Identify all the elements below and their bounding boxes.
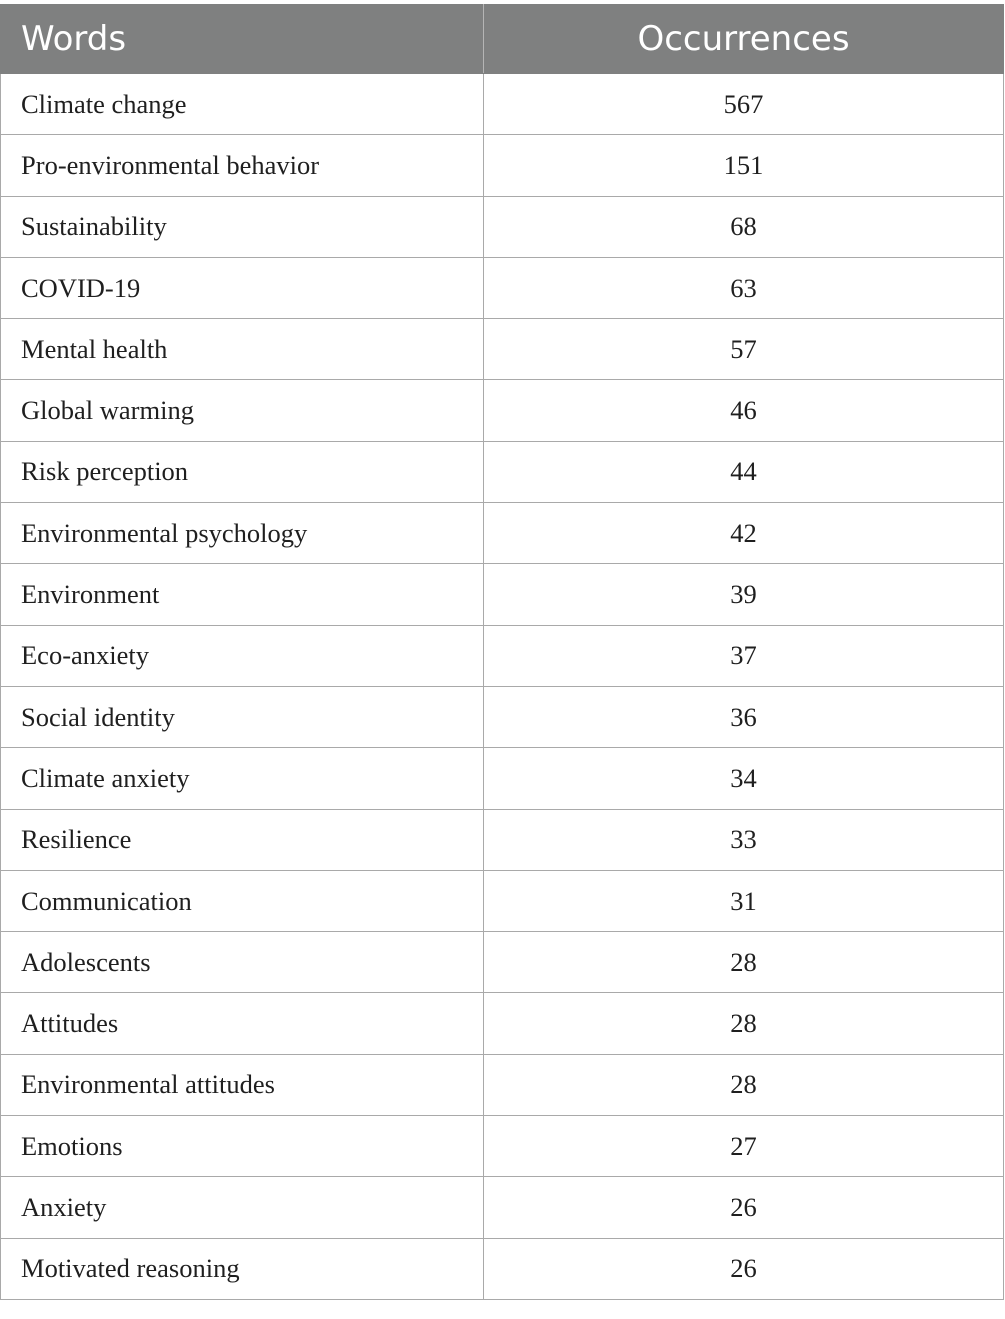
word-cell: Environmental attitudes <box>1 1054 484 1115</box>
header-words: Words <box>1 5 484 74</box>
word-cell: Anxiety <box>1 1177 484 1238</box>
table-row <box>1 870 1004 931</box>
table-row <box>1 686 1004 747</box>
word-cell: Climate anxiety <box>1 748 484 809</box>
header-occurrences: Occurrences <box>484 5 1004 74</box>
word-cell: Climate change <box>1 74 484 135</box>
table-row <box>1 1116 1004 1177</box>
table-row <box>1 748 1004 809</box>
occurrence-cell: 26 <box>484 1238 1004 1299</box>
occurrence-cell: 34 <box>484 748 1004 809</box>
table-body <box>1 74 1004 1300</box>
table-row <box>1 74 1004 135</box>
table-row <box>1 809 1004 870</box>
word-cell: Attitudes <box>1 993 484 1054</box>
occurrence-cell: 567 <box>484 74 1004 135</box>
word-cell: Mental health <box>1 319 484 380</box>
occurrence-cell: 37 <box>484 625 1004 686</box>
word-cell: Adolescents <box>1 932 484 993</box>
table-row <box>1 380 1004 441</box>
occurrence-cell: 57 <box>484 319 1004 380</box>
table-row <box>1 319 1004 380</box>
table-row <box>1 441 1004 502</box>
table-row <box>1 257 1004 318</box>
table-row <box>1 1238 1004 1299</box>
occurrence-cell: 31 <box>484 870 1004 931</box>
occurrence-cell: 28 <box>484 1054 1004 1115</box>
word-cell: Eco-anxiety <box>1 625 484 686</box>
occurrence-cell: 33 <box>484 809 1004 870</box>
word-cell: Environment <box>1 564 484 625</box>
table-row <box>1 625 1004 686</box>
occurrence-cell: 44 <box>484 441 1004 502</box>
word-cell: Pro-environmental behavior <box>1 135 484 196</box>
occurrence-cell: 26 <box>484 1177 1004 1238</box>
table-row <box>1 932 1004 993</box>
table-row <box>1 503 1004 564</box>
occurrence-cell: 68 <box>484 196 1004 257</box>
occurrence-cell: 39 <box>484 564 1004 625</box>
table-row <box>1 135 1004 196</box>
word-cell: COVID-19 <box>1 257 484 318</box>
word-cell: Risk perception <box>1 441 484 502</box>
table-row <box>1 993 1004 1054</box>
occurrence-cell: 63 <box>484 257 1004 318</box>
word-occurrences-table <box>0 4 1004 1300</box>
word-cell: Communication <box>1 870 484 931</box>
table-row <box>1 564 1004 625</box>
word-cell: Social identity <box>1 686 484 747</box>
table-row <box>1 1177 1004 1238</box>
occurrence-cell: 28 <box>484 932 1004 993</box>
word-cell: Environmental psychology <box>1 503 484 564</box>
table-row <box>1 1054 1004 1115</box>
occurrence-cell: 42 <box>484 503 1004 564</box>
word-cell: Emotions <box>1 1116 484 1177</box>
occurrence-cell: 151 <box>484 135 1004 196</box>
occurrence-cell: 46 <box>484 380 1004 441</box>
table-row <box>1 196 1004 257</box>
word-cell: Global warming <box>1 380 484 441</box>
word-occurrences-table-container <box>0 4 1003 1300</box>
header-row <box>1 5 1004 74</box>
occurrence-cell: 27 <box>484 1116 1004 1177</box>
table-header <box>1 5 1004 74</box>
word-cell: Motivated reasoning <box>1 1238 484 1299</box>
word-cell: Sustainability <box>1 196 484 257</box>
occurrence-cell: 36 <box>484 686 1004 747</box>
word-cell: Resilience <box>1 809 484 870</box>
occurrence-cell: 28 <box>484 993 1004 1054</box>
